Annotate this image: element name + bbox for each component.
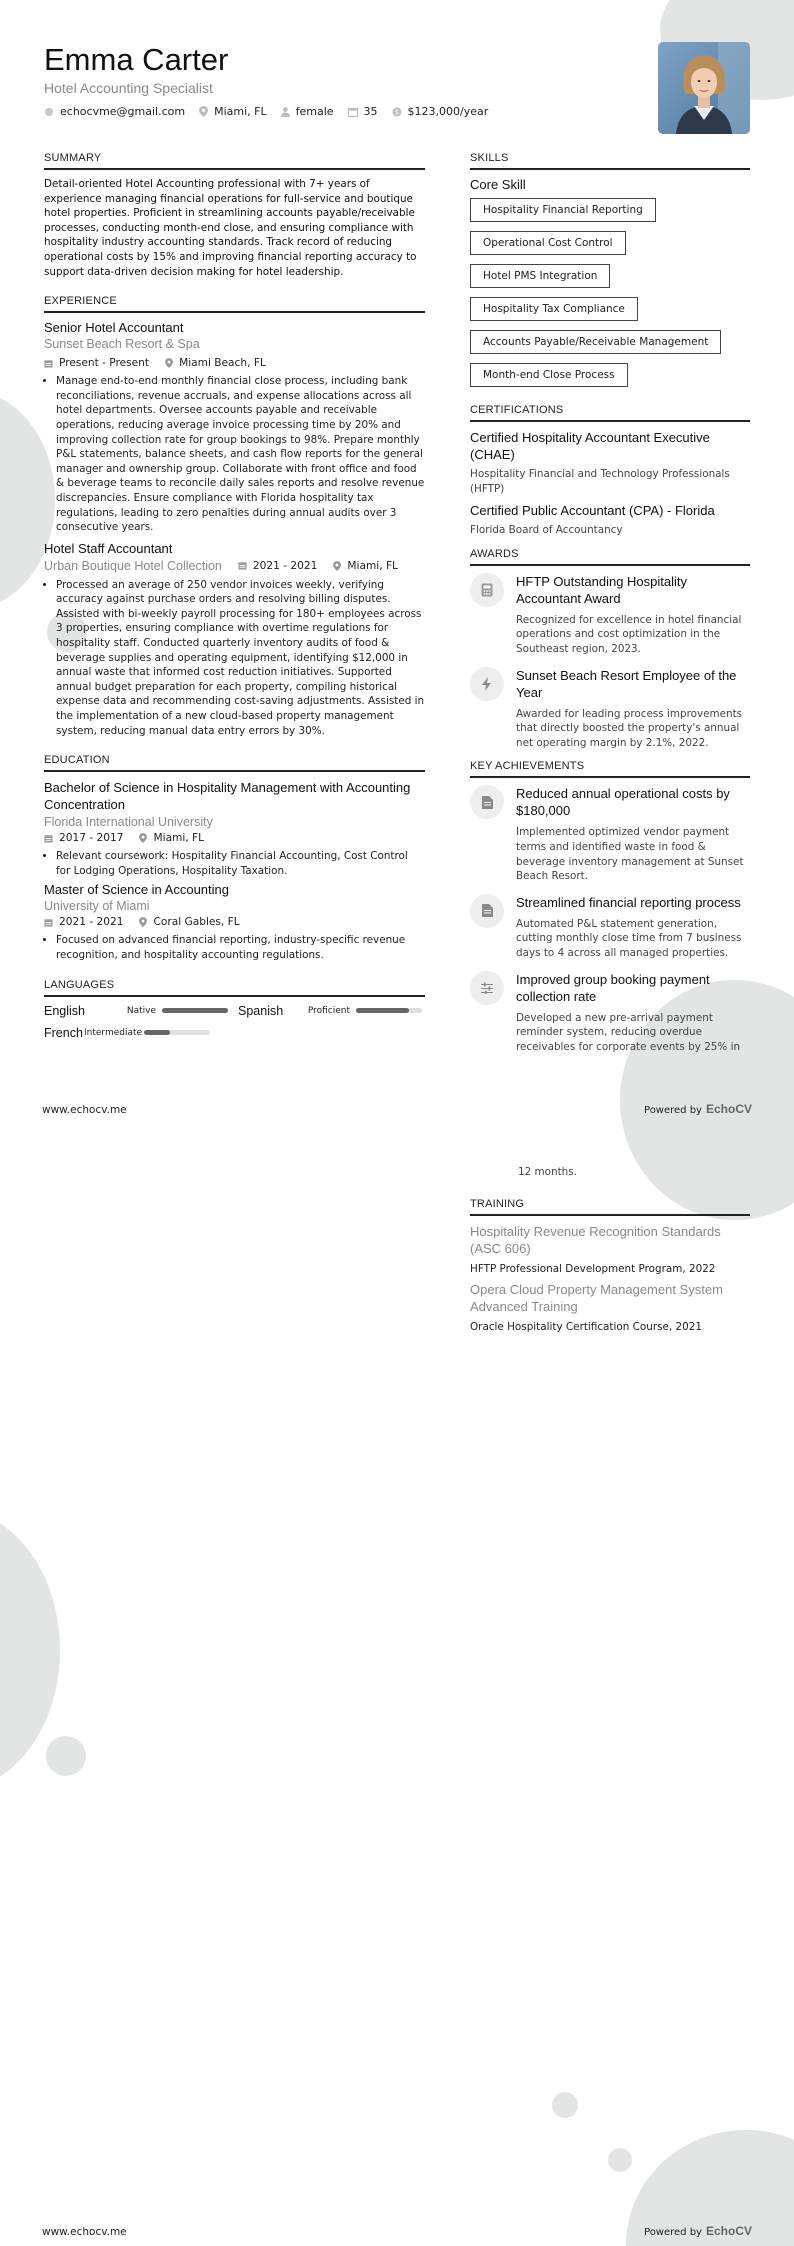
cert-org: Florida Board of Accountancy [470, 524, 623, 537]
contact-gender [281, 105, 334, 118]
skills-section [470, 152, 750, 396]
calendar-icon [44, 918, 53, 927]
skill-tag: Hospitality Tax Compliance [470, 297, 638, 321]
language-level: Proficient [307, 1005, 350, 1016]
calculator-icon [470, 573, 504, 607]
job-title: Senior Hotel Accountant [44, 320, 184, 336]
education-dates [44, 832, 123, 844]
language-bar-fill [356, 1008, 409, 1013]
skill-tag: Operational Cost Control [470, 231, 626, 255]
education-entry [44, 779, 425, 878]
job-company-meta [44, 559, 425, 573]
language-name: Spanish [238, 1003, 284, 1018]
lightning-icon [470, 667, 504, 701]
achievement-desc-continued: 12 months. [518, 1166, 577, 1178]
awards-heading: AWARDS [470, 548, 750, 566]
email-icon [44, 107, 54, 117]
achievement-desc: Automated P&L statement generation, cutting monthly close time from 7 business days to 4 across all managed properties. [516, 917, 742, 959]
language-item [44, 1004, 228, 1018]
education-bullets [44, 933, 425, 962]
powered-label: Powered by [644, 2227, 702, 2238]
cert-name: Certified Public Accountant (CPA) - Florida [470, 503, 715, 519]
language-level: Native [126, 1005, 156, 1016]
training-title: Hospitality Revenue Recognition Standards (ASC 606) [470, 1224, 721, 1256]
achievement-desc: Implemented optimized vendor payment terms and identified waste in food & beverage inventory management at Sunset Beach Resort. [516, 826, 744, 883]
achievement-title: Improved group booking payment collection rate [516, 971, 710, 1004]
experience-section [44, 295, 425, 738]
job-bullets [44, 578, 425, 739]
contact-salary [392, 105, 489, 118]
contact-age [348, 105, 378, 118]
summary-text: Detail-oriented Hotel Accounting professional with 7+ years of experience managing financial operations for full-service and boutique hotel properties. Proficient in streamlining accounts payable/receivable processes, conducting month-end close, and ensuring compliance with hospitality industry accounting standards. Track record of reducing operational costs by 15% and improving financial reporting accuracy to support data-driven decision making for hotel leadership. [44, 178, 417, 278]
language-bar-fill [144, 1030, 170, 1035]
language-item [238, 1004, 422, 1018]
location-pin-icon [199, 106, 208, 117]
award-title: HFTP Outstanding Hospitality Accountant Award [516, 573, 687, 606]
language-bar [356, 1008, 422, 1013]
language-bar [144, 1030, 210, 1035]
degree-title: Bachelor of Science in Hospitality Management with Accounting Concentration [44, 780, 411, 813]
education-meta [44, 916, 425, 928]
job-location-text: Miami, FL [347, 559, 398, 572]
education-location-text: Coral Gables, FL [153, 916, 240, 929]
skill-tag: Accounts Payable/Receivable Management [470, 330, 721, 354]
skills-heading: SKILLS [470, 152, 750, 170]
training-org: HFTP Professional Development Program, 2022 [470, 1263, 716, 1275]
achievements-section [470, 760, 750, 1054]
training-title: Opera Cloud Property Management System Advanced Training [470, 1282, 723, 1314]
languages-row [44, 1004, 425, 1018]
award-item [470, 573, 750, 657]
sliders-icon [470, 971, 504, 1005]
job-location [333, 560, 398, 572]
certifications-section [470, 404, 750, 538]
summary-section [44, 152, 425, 279]
school-name: Florida International University [44, 815, 213, 830]
salary-text: $123,000/year [407, 105, 489, 118]
location-pin-icon [139, 917, 147, 927]
location-text: Miami, FL [214, 105, 267, 118]
calendar-icon [44, 359, 53, 368]
job-dates-text: Present - Present [59, 357, 150, 370]
contact-row [44, 105, 644, 118]
brand-logo: EchoCV [705, 2224, 752, 2238]
certifications-heading: CERTIFICATIONS [470, 404, 750, 422]
brand-logo: EchoCV [705, 1102, 752, 1116]
achievement-title: Streamlined financial reporting process [516, 894, 741, 910]
calendar-icon [44, 834, 53, 843]
contact-location [199, 105, 267, 118]
job-entry [44, 541, 425, 739]
skill-tag: Hospitality Financial Reporting [470, 198, 656, 222]
gender-text: female [295, 105, 334, 118]
languages-heading: LANGUAGES [44, 979, 425, 997]
job-company: Sunset Beach Resort & Spa [44, 337, 200, 352]
right-column [470, 152, 750, 1064]
language-name: English [44, 1003, 85, 1018]
education-dates [44, 916, 123, 928]
education-entry [44, 882, 425, 962]
calendar-icon [348, 107, 358, 117]
job-bullet: • Manage end-to-end monthly financial close process, including bank reconciliations, revenue accruals, and expense allocations across all hotel departments. Oversee accounts payable and receivable operations, reducing average invoice processing time by 20% and improving collection rate for group bookings to 98%. Prepare monthly P&L statements, balance sheets, and cash flow reports for the general manager and ownership group. Collaborate with front office and food & beverage teams to reconcile daily sales reports and resolve revenue discrepancies. Ensure compliance with Florida hospitality tax regulations, leading to zero penalties during annual audits over 3 consecutive years. [56, 374, 425, 535]
cert-name: Certified Hospitality Accountant Executive (CHAE) [470, 430, 710, 462]
experience-heading: EXPERIENCE [44, 295, 425, 313]
job-dates [44, 357, 149, 369]
decor-circle-small-4 [608, 2148, 632, 2172]
achievements-heading: KEY ACHIEVEMENTS [470, 760, 750, 778]
education-location [139, 916, 239, 928]
education-dates-text: 2017 - 2017 [59, 832, 124, 845]
job-bullets [44, 374, 425, 535]
contact-email[interactable] [44, 105, 185, 118]
skill-tag: Hotel PMS Integration [470, 264, 610, 288]
candidate-name: Emma Carter [44, 42, 229, 77]
skills-list [470, 198, 750, 396]
education-bullet: • Relevant coursework: Hospitality Financial Accounting, Cost Control for Lodging Operations, Hospitality Taxation. [56, 849, 425, 878]
person-icon [281, 107, 290, 117]
languages-section [44, 979, 425, 1040]
job-bullet: • Processed an average of 250 vendor invoices weekly, verifying accuracy against purchase orders and resolving billing disputes. Assisted with bi-weekly payroll processing for 180+ employees across 3 properties, ensuring compliance with overtime regulations for hospitality staff. Conducted quarterly inventory audits of food & beverage supplies and operating equipment, identifying $12,000 in annual waste that informed cost reduction initiatives. Supported annual budget preparation for each property, compiling historical expense data and recommending cost-saving adjustments. Assisted in the implementation of a new cloud-based property management system, reducing manual data entry errors by 30%. [56, 578, 425, 739]
footer-powered [644, 2224, 752, 2238]
language-bar-fill [162, 1008, 228, 1013]
location-pin-icon [165, 358, 173, 368]
profile-photo [658, 42, 750, 134]
skill-tag: Month-end Close Process [470, 363, 628, 387]
job-title: Hotel Staff Accountant [44, 540, 173, 556]
award-title: Sunset Beach Resort Employee of the Year [516, 667, 737, 700]
language-level: Intermediate [84, 1027, 143, 1038]
svg-text:$: $ [394, 108, 399, 117]
skills-group-title: Core Skill [470, 177, 526, 192]
decor-circle-small-2 [46, 1736, 86, 1776]
cert-org: Hospitality Financial and Technology Professionals (HFTP) [470, 468, 730, 495]
footer-powered [644, 1102, 752, 1116]
achievement-desc: Developed a new pre-arrival payment reminder system, reducing overdue receivables for corporate events by 25% in [516, 1011, 741, 1053]
summary-heading: SUMMARY [44, 152, 425, 170]
location-pin-icon [333, 561, 341, 571]
language-name: French [44, 1025, 83, 1040]
achievement-title: Reduced annual operational costs by $180,000 [516, 786, 730, 819]
job-meta [44, 357, 425, 369]
email-text: echocvme@gmail.com [60, 105, 186, 118]
achievement-item [470, 785, 750, 883]
achievement-item [470, 971, 750, 1055]
education-location [139, 832, 204, 844]
job-location [165, 357, 266, 369]
award-desc: Recognized for excellence in hotel financial operations and cost optimization in the Southeast region, 2023. [516, 613, 742, 655]
location-pin-icon [139, 833, 147, 843]
job-dates-text: 2021 - 2021 [252, 559, 318, 572]
training-heading: TRAINING [470, 1198, 750, 1216]
money-icon [392, 107, 402, 117]
decor-circle-small-3 [552, 2092, 578, 2118]
education-location-text: Miami, FL [153, 832, 205, 845]
achievement-item [470, 894, 750, 961]
powered-label: Powered by [644, 1105, 702, 1116]
training-org: Oracle Hospitality Certification Course, 2021 [470, 1321, 702, 1333]
resume-header [44, 42, 644, 118]
age-text: 35 [363, 105, 378, 118]
language-item [44, 1026, 425, 1040]
left-column [44, 152, 425, 1040]
school-name: University of Miami [44, 899, 150, 914]
education-bullet: • Focused on advanced financial reporting, industry-specific revenue recognition, and hospitality accounting regulations. [56, 933, 425, 962]
document-icon [470, 894, 504, 928]
education-dates-text: 2021 - 2021 [59, 916, 124, 929]
education-bullets [44, 849, 425, 878]
awards-section [470, 548, 750, 751]
job-dates [238, 560, 317, 572]
footer-url[interactable]: www.echocv.me [42, 1104, 127, 1116]
achievement-continued [518, 1165, 748, 1180]
award-item [470, 667, 750, 751]
education-heading: EDUCATION [44, 754, 425, 772]
job-company: Urban Boutique Hotel Collection [44, 558, 222, 573]
education-meta [44, 832, 425, 844]
language-bar [162, 1008, 228, 1013]
training-section [470, 1198, 750, 1339]
document-icon [470, 785, 504, 819]
job-entry [44, 320, 425, 535]
education-section [44, 754, 425, 962]
candidate-title: Hotel Accounting Specialist [44, 80, 213, 96]
degree-title: Master of Science in Accounting [44, 882, 229, 898]
calendar-icon [238, 561, 247, 570]
award-desc: Awarded for leading process improvements that directly boosted the property's annual net operating margin by 2.1%, 2022. [516, 707, 743, 749]
footer-url[interactable]: www.echocv.me [42, 2226, 127, 2238]
job-location-text: Miami Beach, FL [179, 357, 266, 370]
